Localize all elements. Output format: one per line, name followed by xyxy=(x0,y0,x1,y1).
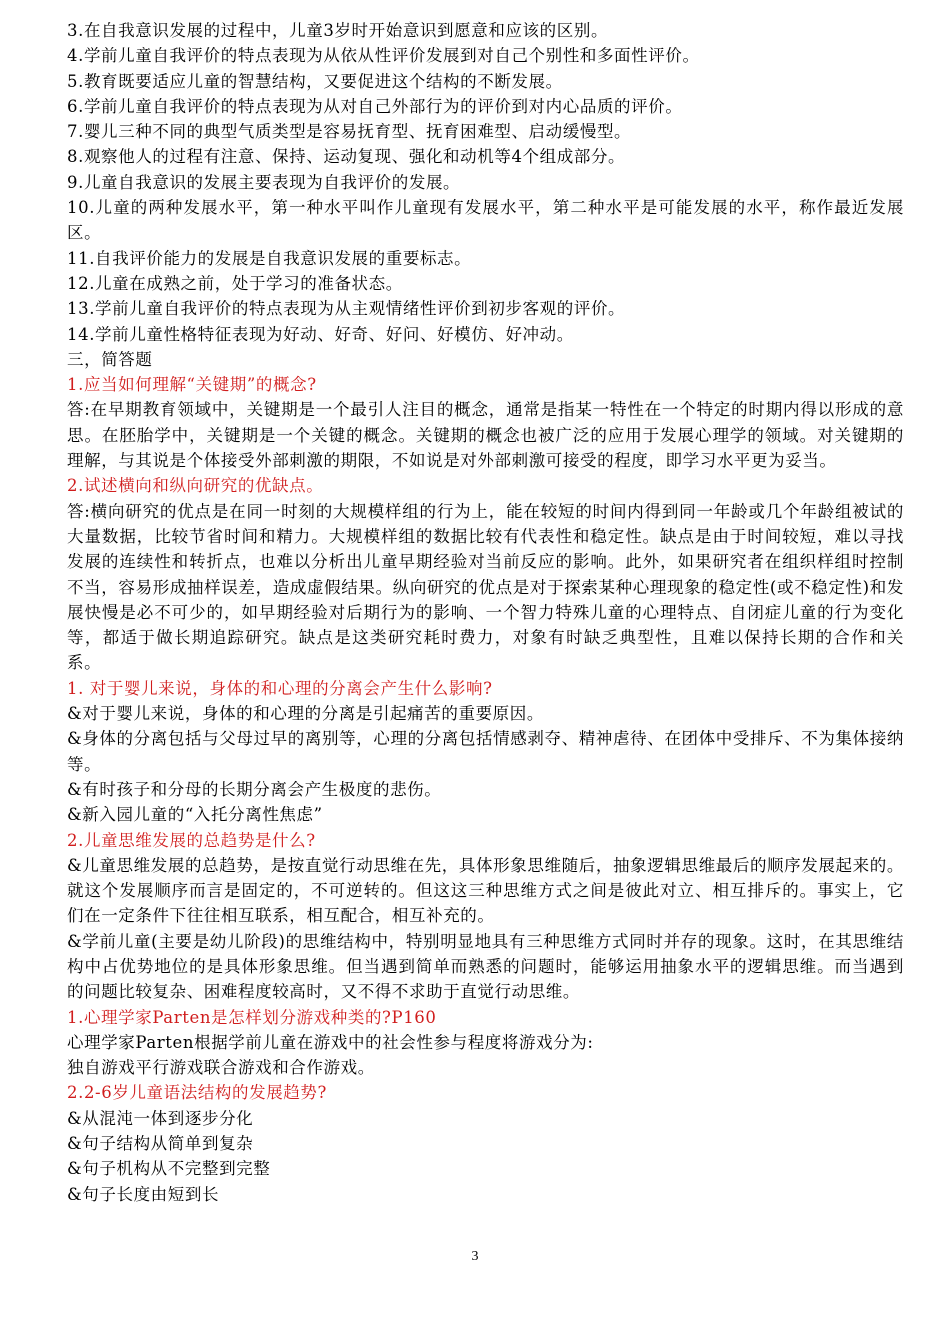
answer-parten-line: 心理学家Parten根据学前儿童在游戏中的社会性参与程度将游戏分为: xyxy=(67,1032,594,1052)
page-number: 3 xyxy=(471,1249,479,1264)
statement-8: 8.观察他人的过程有注意、保持、运动复现、强化和动机等4个组成部分。 xyxy=(67,147,626,167)
question-critical-period: 1.应当如何理解“关键期”的概念? xyxy=(67,375,317,395)
statement-11: 11.自我评价能力的发展是自我意识发展的重要标志。 xyxy=(67,248,472,268)
statement-9: 9.儿童自我意识的发展主要表现为自我评价的发展。 xyxy=(67,172,461,192)
statement-7: 7.婴儿三种不同的典型气质类型是容易抚育型、抚育困难型、启动缓慢型。 xyxy=(67,122,632,142)
answer-separation-point: &身体的分离包括与父母过早的离别等，心理的分离包括情感剥夺、精神虐待、在团体中受排斥、不为集体接纳等。 xyxy=(67,729,904,774)
answer-grammar-point: &句子机构从不完整到完整 xyxy=(67,1159,271,1179)
statement-3: 3.在自我意识发展的过程中，儿童3岁时开始意识到愿意和应该的区别。 xyxy=(67,21,609,40)
question-separation: 1. 对于婴儿来说，身体的和心理的分离会产生什么影响? xyxy=(67,678,493,698)
statement-10: 10.儿童的两种发展水平，第一种水平叫作儿童现有发展水平，第二种水平是可能发展的水平，称作最近发展区。 xyxy=(67,198,904,243)
statement-13: 13.学前儿童自我评价的特点表现为从主观情绪性评价到初步客观的评价。 xyxy=(67,299,626,319)
answer-thinking-point: &学前儿童(主要是幼儿阶段)的思维结构中，特别明显地具有三种思维方式同时并存的现象。这时，在其思维结构中占优势地位的是具体形象思维。但当遇到简单而熟悉的问题时，能够运用抽象水平的逻辑思维。而当遇到的问题比较复杂、困难程度较高时，又不得不求助于直觉行动思维。 xyxy=(67,931,904,1002)
question-parten-play: 1.心理学家Parten是怎样划分游戏种类的?P160 xyxy=(67,1007,437,1027)
statement-5: 5.教育既要适应儿童的智慧结构，又要促进这个结构的不断发展。 xyxy=(67,71,563,91)
question-grammar-trend: 2.2-6岁儿童语法结构的发展趋势? xyxy=(67,1083,327,1103)
answer-separation-point: &新入园儿童的“入托分离性焦虑” xyxy=(67,805,323,825)
answer-grammar-point: &句子长度由短到长 xyxy=(67,1184,220,1204)
answer-separation-point: &对于婴儿来说，身体的和心理的分离是引起痛苦的重要原因。 xyxy=(67,704,544,724)
answer-research-methods: 答:横向研究的优点是在同一时刻的大规模样组的行为上，能在较短的时间内得到同一年龄或几个年龄组被试的大量数据，比较节省时间和精力。大规模样组的数据比较有代表性和稳定性。缺点是由于时间较短，难以寻找发展的连续性和转折点，也难以分析出儿童早期经验对当前反应的影响。此外，如果研究者在组织样组时控制不当，容易形成抽样误差，造成虚假结果。纵向研究的优点是对于探索某种心理现象的稳定性(或不稳定性)和发展快慢是必不可少的，如早期经验对后期行为的影响、一个智力特殊儿童的心理特点、自闭症儿童的行为变化等，都适于做长期追踪研究。缺点是这类研究耗时费力，对象有时缺乏典型性，且难以保持长期的合作和关系。 xyxy=(67,501,904,673)
answer-grammar-point: &句子结构从简单到复杂 xyxy=(67,1134,254,1154)
question-research-methods: 2.试述横向和纵向研究的优缺点。 xyxy=(67,476,324,496)
statement-6: 6.学前儿童自我评价的特点表现为从对自己外部行为的评价到对内心品质的评价。 xyxy=(67,96,683,116)
question-thinking-trend: 2.儿童思维发展的总趋势是什么? xyxy=(67,830,316,850)
answer-parten-line: 独自游戏平行游戏联合游戏和合作游戏。 xyxy=(67,1058,375,1078)
answer-thinking-point: &儿童思维发展的总趋势，是按直觉行动思维在先，具体形象思维随后，抽象逻辑思维最后的顺序发展起来的。就这个发展顺序而言是固定的，不可逆转的。但这这三种思维方式之间是彼此对立、相互排斥的。事实上，它们在一定条件下往往相互联系，相互配合，相互补充的。 xyxy=(67,855,904,926)
answer-critical-period: 答:在早期教育领域中，关键期是一个最引人注目的概念，通常是指某一特性在一个特定的时期内得以形成的意思。在胚胎学中，关键期是一个关键的概念。关键期的概念也被广泛的应用于发展心理学的领域。对关键期的理解，与其说是个体接受外部刺激的期限，不如说是对外部刺激可接受的程度，即学习水平更为妥当。 xyxy=(67,400,904,471)
statement-12: 12.儿童在成熟之前，处于学习的准备状态。 xyxy=(67,273,403,293)
statement-14: 14.学前儿童性格特征表现为好动、好奇、好问、好模仿、好冲动。 xyxy=(67,324,574,344)
answer-separation-point: &有时孩子和分母的长期分离会产生极度的悲伤。 xyxy=(67,779,442,799)
answer-grammar-point: &从混沌一体到逐步分化 xyxy=(67,1108,254,1128)
section-title: 三，简答题 xyxy=(67,349,153,369)
statement-4: 4.学前儿童自我评价的特点表现为从依从性评价发展到对自己个别性和多面性评价。 xyxy=(67,46,700,66)
